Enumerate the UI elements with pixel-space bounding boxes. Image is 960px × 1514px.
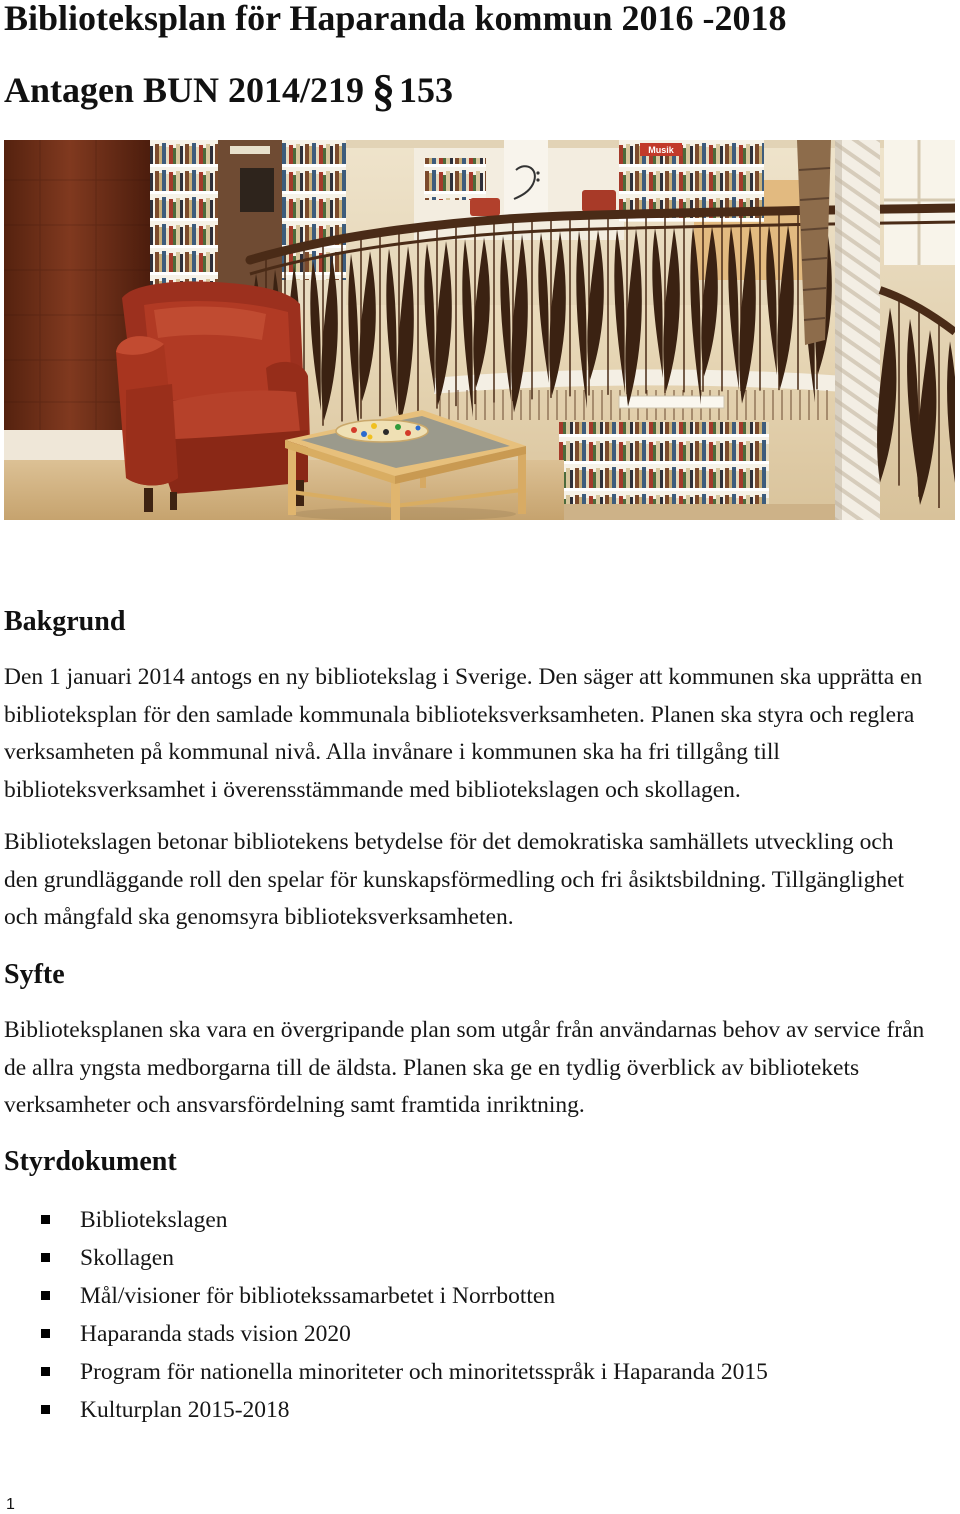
- bookshelf: [424, 158, 486, 200]
- text-line: biblioteksplan för den samlade kommunala biblioteksverksamheten. Planen ska styra och reglera: [4, 701, 915, 728]
- square-bullet-icon: [41, 1291, 50, 1300]
- square-bullet-icon: [41, 1405, 50, 1414]
- game-piece: [395, 424, 401, 430]
- game-piece: [368, 435, 373, 440]
- heading-syfte: Syfte: [4, 959, 65, 990]
- section-number: 153: [399, 70, 454, 110]
- paragraph-bakgrund-2: [4, 824, 904, 937]
- heading-bakgrund: Bakgrund: [4, 606, 126, 637]
- list-item: [0, 1315, 768, 1353]
- armchair-front-skirt: [154, 430, 308, 494]
- column-poster: [240, 168, 274, 212]
- list-item-text: Skollagen: [80, 1245, 174, 1271]
- list-item: [0, 1353, 768, 1391]
- square-bullet-icon: [41, 1329, 50, 1338]
- list-item-text: Haparanda stads vision 2020: [80, 1321, 351, 1347]
- library-photo: [4, 140, 955, 520]
- text-line: den grundläggande roll den spelar för kunskapsförmedling och fri åsiktsbildning. Tillgänglighet: [4, 866, 905, 893]
- bookshelf: [559, 422, 769, 506]
- white-pillar-shade: [835, 140, 842, 520]
- game-piece: [351, 427, 357, 433]
- text-line: verksamheter och ansvarsfördelning samt framtida inriktning.: [4, 1092, 585, 1119]
- paragraph-syfte: [4, 1012, 924, 1125]
- table-leg: [288, 445, 296, 515]
- banner: [619, 396, 724, 408]
- game-piece: [361, 431, 367, 437]
- game-piece: [405, 430, 411, 436]
- bookshelf: [150, 140, 218, 305]
- bass-clef-dot: [536, 171, 539, 174]
- section-sign: §: [372, 65, 396, 116]
- heading-styrdokument: Styrdokument: [4, 1146, 177, 1177]
- game-board: [336, 420, 428, 442]
- square-bullet-icon: [41, 1253, 50, 1262]
- white-column: [504, 140, 548, 222]
- text-line: de allra yngsta medborgarna till de äldsta. Planen ska ge en tydlig överblick av bibliotekets: [4, 1054, 860, 1081]
- list-item: [0, 1391, 768, 1429]
- bass-clef-dot: [536, 178, 539, 181]
- square-bullet-icon: [41, 1367, 50, 1376]
- text-line: Biblioteksplanen ska vara en övergripande plan som utgår från användarnas behov av service från: [4, 1017, 925, 1043]
- column-plaque: [230, 146, 270, 154]
- text-line: Bibliotekslagen betonar bibliotekens betydelse för det demokratiska samhällets utveckling och: [4, 829, 894, 855]
- music-sign-text: Musik: [648, 145, 674, 155]
- armchair-left-arm-front: [126, 384, 178, 486]
- adoption-reference: Antagen BUN 2014/219: [4, 70, 365, 110]
- list-item: [0, 1201, 768, 1239]
- text-line: och mångfald ska genomsyra biblioteksverksamheten.: [4, 904, 514, 931]
- list-item: [0, 1277, 768, 1315]
- list-item-text: Kulturplan 2015-2018: [80, 1397, 290, 1423]
- red-chair: [470, 198, 500, 216]
- document-title: Biblioteksplan för Haparanda kommun 2016 -2018: [4, 0, 787, 38]
- governing-documents-list: [0, 1201, 768, 1429]
- red-chair: [582, 190, 616, 212]
- list-item-text: Program för nationella minoriteter och minoritetsspråk i Haparanda 2015: [80, 1359, 768, 1385]
- list-item: [0, 1239, 768, 1277]
- page-number: 1: [6, 1496, 15, 1513]
- text-line: verksamheten på kommunal nivå. Alla invånare i kommunen ska ha fri tillgång till: [4, 739, 780, 766]
- square-bullet-icon: [41, 1215, 50, 1224]
- paragraph-bakgrund-1: [4, 659, 922, 809]
- game-piece: [371, 423, 377, 429]
- list-item-text: Bibliotekslagen: [80, 1207, 228, 1233]
- text-line: biblioteksverksamhet i överensstämmande med bibliotekslagen och skollagen.: [4, 776, 741, 803]
- table-leg: [391, 480, 400, 520]
- text-line: Den 1 januari 2014 antogs en ny bibliotekslag i Sverige. Den säger att kommunen ska upprätta en: [4, 664, 923, 690]
- armchair-leg: [144, 488, 153, 512]
- list-item-text: Mål/visioner för bibliotekssamarbetet i Norrbotten: [80, 1283, 556, 1309]
- game-piece: [416, 426, 421, 431]
- armchair: [116, 282, 310, 512]
- game-piece: [383, 429, 389, 435]
- adoption-line: [4, 65, 454, 116]
- armchair-leg: [170, 492, 177, 510]
- table-leg: [518, 452, 526, 514]
